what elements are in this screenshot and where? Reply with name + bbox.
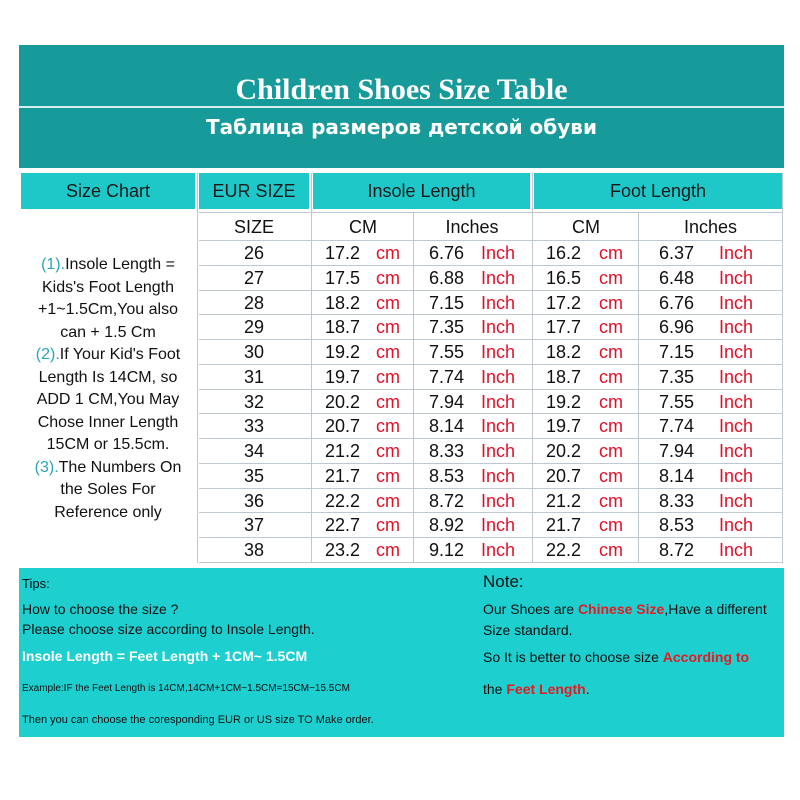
cell-insole-inch: 7.55 [429, 342, 465, 362]
cell-insole-cm-unit: cm [376, 515, 400, 536]
cell-insole-inch-unit: Inch [481, 391, 516, 412]
header-size-chart: Size Chart [21, 173, 195, 209]
tips-line-1: How to choose the size ? [22, 601, 179, 617]
cell-eur-size: 35 [243, 465, 265, 486]
cell-foot-inch-unit: Inch [719, 490, 754, 511]
note-number-3: (3). [34, 458, 59, 476]
cell-foot-inch: 6.76 [659, 292, 695, 313]
cell-foot-inch-unit: Inch [719, 391, 754, 412]
cell-insole-inch: 7.35 [429, 317, 465, 338]
cell-foot-cm: 16.2 [546, 243, 582, 263]
cell-foot-inch-unit: Inch [719, 515, 754, 536]
cell-foot-cm-unit: cm [599, 441, 623, 461]
tips-line-2: Please choose size according to Insole Length. [22, 621, 315, 637]
cell-foot-cm: 18.2 [546, 342, 582, 362]
size-notes [21, 213, 195, 565]
cell-eur-size: 36 [243, 490, 265, 511]
note-text-1: Insole Length = Kids's Foot Length +1~1.5Cm,You also can + 1.5 Cm [38, 256, 178, 341]
subheader-size: SIZE [199, 213, 309, 241]
note-line-2: Size standard. [483, 622, 573, 638]
note-according-to: According to [662, 649, 750, 665]
cell-insole-inch-unit: Inch [481, 441, 516, 461]
note-line-1-c: ,Have a different [664, 601, 767, 617]
note-line-4 [483, 681, 590, 697]
grid-col-line [413, 213, 414, 563]
cell-insole-inch: 8.14 [429, 416, 465, 437]
cell-insole-inch-unit: Inch [481, 243, 516, 263]
cell-insole-inch-unit: Inch [481, 267, 516, 288]
cell-foot-inch-unit: Inch [719, 366, 754, 387]
cell-foot-cm: 17.2 [546, 292, 582, 313]
cell-insole-cm: 17.2 [325, 243, 361, 263]
cell-foot-inch-unit: Inch [719, 267, 754, 288]
note-line-3 [483, 649, 749, 665]
size-notes-text [23, 254, 193, 524]
cell-foot-inch-unit: Inch [719, 540, 754, 560]
cell-foot-cm-unit: cm [599, 292, 623, 313]
cell-eur-size: 32 [243, 391, 265, 412]
cell-foot-inch-unit: Inch [719, 441, 754, 461]
cell-insole-cm-unit: cm [376, 490, 400, 511]
cell-foot-inch-unit: Inch [719, 465, 754, 486]
cell-eur-size: 33 [243, 416, 265, 437]
cell-foot-cm-unit: cm [599, 267, 623, 288]
cell-insole-inch-unit: Inch [481, 515, 516, 536]
cell-insole-inch: 7.74 [429, 366, 465, 387]
cell-insole-inch: 7.94 [429, 391, 465, 412]
cell-foot-cm-unit: cm [599, 342, 623, 362]
cell-insole-inch-unit: Inch [481, 540, 516, 560]
cell-insole-cm: 21.2 [325, 441, 361, 461]
cell-insole-inch: 8.72 [429, 490, 465, 511]
cell-eur-size: 28 [243, 292, 265, 313]
note-line-1 [483, 601, 767, 617]
cell-foot-cm-unit: cm [599, 540, 623, 560]
cell-eur-size: 37 [243, 515, 265, 536]
note-number-1: (1). [41, 256, 66, 273]
cell-foot-inch: 8.14 [659, 465, 695, 486]
cell-insole-cm: 19.2 [325, 342, 361, 362]
header-eur-size: EUR SIZE [199, 173, 309, 209]
cell-foot-inch: 8.53 [659, 515, 695, 536]
cell-foot-cm-unit: cm [599, 366, 623, 387]
cell-insole-cm: 17.5 [325, 267, 361, 288]
tips-panel [19, 568, 784, 737]
subheader-insole-inches: Inches [414, 213, 530, 241]
cell-foot-cm-unit: cm [599, 515, 623, 536]
header-insole-length: Insole Length [313, 173, 530, 209]
cell-insole-cm: 20.2 [325, 391, 361, 412]
cell-insole-cm-unit: cm [376, 342, 400, 362]
cell-insole-cm: 18.2 [325, 292, 361, 313]
cell-foot-cm: 20.2 [546, 441, 582, 461]
note-label: Note: [483, 572, 524, 591]
cell-insole-cm: 20.7 [325, 416, 361, 437]
size-table-sheet [19, 45, 784, 737]
cell-eur-size: 34 [243, 441, 265, 461]
cell-insole-cm: 19.7 [325, 366, 361, 387]
cell-insole-inch: 8.53 [429, 465, 465, 486]
grid-col-line [638, 213, 639, 563]
note-feet-length: Feet Length [506, 681, 586, 697]
header-foot-length: Foot Length [534, 173, 782, 209]
cell-insole-cm-unit: cm [376, 317, 400, 338]
cell-insole-inch-unit: Inch [481, 366, 516, 387]
note-line-3-a: So It is better to choose size [483, 649, 663, 665]
grid-row-line [199, 562, 782, 563]
cell-eur-size: 27 [243, 267, 265, 288]
cell-foot-cm-unit: cm [599, 490, 623, 511]
cell-foot-cm-unit: cm [599, 391, 623, 412]
cell-insole-cm-unit: cm [376, 366, 400, 387]
cell-insole-inch-unit: Inch [481, 416, 516, 437]
cell-foot-cm-unit: cm [599, 465, 623, 486]
cell-foot-cm: 17.7 [546, 317, 582, 338]
cell-insole-inch-unit: Inch [481, 490, 516, 511]
cell-insole-cm: 21.7 [325, 465, 361, 486]
cell-insole-inch-unit: Inch [481, 342, 516, 362]
cell-foot-cm-unit: cm [599, 317, 623, 338]
cell-insole-cm: 18.7 [325, 317, 361, 338]
note-line-4-c: . [585, 681, 590, 697]
cell-foot-cm-unit: cm [599, 243, 623, 263]
cell-insole-cm-unit: cm [376, 292, 400, 313]
cell-foot-inch: 8.33 [659, 490, 695, 511]
cell-insole-cm-unit: cm [376, 416, 400, 437]
title-english: Children Shoes Size Table [235, 73, 568, 106]
cell-insole-inch: 7.15 [429, 292, 465, 313]
cell-eur-size: 38 [243, 540, 265, 560]
cell-insole-inch: 9.12 [429, 540, 465, 560]
cell-foot-cm: 18.7 [546, 366, 582, 387]
cell-insole-cm-unit: cm [376, 465, 400, 486]
cell-insole-inch-unit: Inch [481, 465, 516, 486]
subheader-insole-cm: CM [313, 213, 413, 241]
note-text-3: The Numbers On the Soles For Reference only [54, 458, 182, 521]
cell-foot-inch: 6.48 [659, 267, 695, 288]
cell-insole-inch-unit: Inch [481, 317, 516, 338]
cell-insole-inch-unit: Inch [481, 292, 516, 313]
note-line-1-a: Our Shoes are [483, 601, 578, 617]
tips-final: Then you can choose the coresponding EUR or US size TO Make order. [22, 714, 374, 726]
cell-foot-inch: 6.96 [659, 317, 695, 338]
cell-insole-inch: 8.33 [429, 441, 465, 461]
cell-foot-inch-unit: Inch [719, 317, 754, 338]
cell-foot-inch: 7.35 [659, 366, 695, 387]
cell-eur-size: 30 [243, 342, 265, 362]
cell-foot-inch-unit: Inch [719, 416, 754, 437]
cell-foot-inch-unit: Inch [719, 243, 754, 263]
title-banner [19, 45, 784, 168]
cell-foot-cm: 16.5 [546, 267, 582, 288]
grid-top-line [199, 212, 782, 213]
cell-foot-inch: 7.94 [659, 441, 695, 461]
subheader-foot-cm: CM [534, 213, 638, 241]
tips-formula: Insole Length = Feet Length + 1CM~ 1.5CM [22, 648, 308, 664]
cell-insole-cm: 23.2 [325, 540, 361, 560]
note-text-2: If Your Kid's Foot Length Is 14CM, so ADD 1 CM,You May Chose Inner Length 15CM or 15.5cm. [36, 346, 181, 453]
cell-foot-inch-unit: Inch [719, 292, 754, 313]
cell-foot-cm: 20.7 [546, 465, 582, 486]
cell-eur-size: 26 [243, 243, 265, 263]
cell-insole-inch: 6.88 [429, 267, 465, 288]
cell-foot-inch: 7.55 [659, 391, 695, 412]
cell-insole-cm: 22.7 [325, 515, 361, 536]
title-divider [19, 106, 784, 108]
cell-foot-cm: 21.7 [546, 515, 582, 536]
cell-foot-inch: 6.37 [659, 243, 695, 263]
note-chinese-size: Chinese Size [577, 601, 665, 617]
cell-foot-cm: 21.2 [546, 490, 582, 511]
cell-foot-cm: 22.2 [546, 540, 582, 560]
cell-foot-cm: 19.7 [546, 416, 582, 437]
cell-foot-cm-unit: cm [599, 416, 623, 437]
title-russian: Таблица размеров детской обуви [206, 115, 597, 139]
tips-label: Tips: [22, 576, 50, 591]
cell-foot-inch: 7.74 [659, 416, 695, 437]
note-line-4-a: the [483, 681, 507, 697]
cell-foot-inch: 8.72 [659, 540, 695, 560]
cell-insole-cm-unit: cm [376, 441, 400, 461]
cell-eur-size: 29 [243, 317, 265, 338]
cell-insole-cm-unit: cm [376, 243, 400, 263]
cell-insole-inch: 8.92 [429, 515, 465, 536]
grid-col-line [532, 173, 533, 563]
grid-col-line [311, 173, 312, 563]
grid-col-line [782, 173, 783, 563]
cell-insole-cm-unit: cm [376, 540, 400, 560]
cell-foot-cm: 19.2 [546, 391, 582, 412]
subheader-foot-inches: Inches [639, 213, 782, 241]
cell-insole-inch: 6.76 [429, 243, 465, 263]
tips-example: Example:IF the Feet Length is 14CM,14CM+1CM~1.5CM=15CM~15.5CM [22, 683, 350, 694]
cell-insole-cm: 22.2 [325, 490, 361, 511]
grid-col-line [197, 173, 198, 563]
note-number-2: (2). [35, 346, 60, 363]
cell-insole-cm-unit: cm [376, 267, 400, 288]
cell-eur-size: 31 [243, 366, 265, 387]
cell-foot-inch-unit: Inch [719, 342, 754, 362]
cell-foot-inch: 7.15 [659, 342, 695, 362]
cell-insole-cm-unit: cm [376, 391, 400, 412]
